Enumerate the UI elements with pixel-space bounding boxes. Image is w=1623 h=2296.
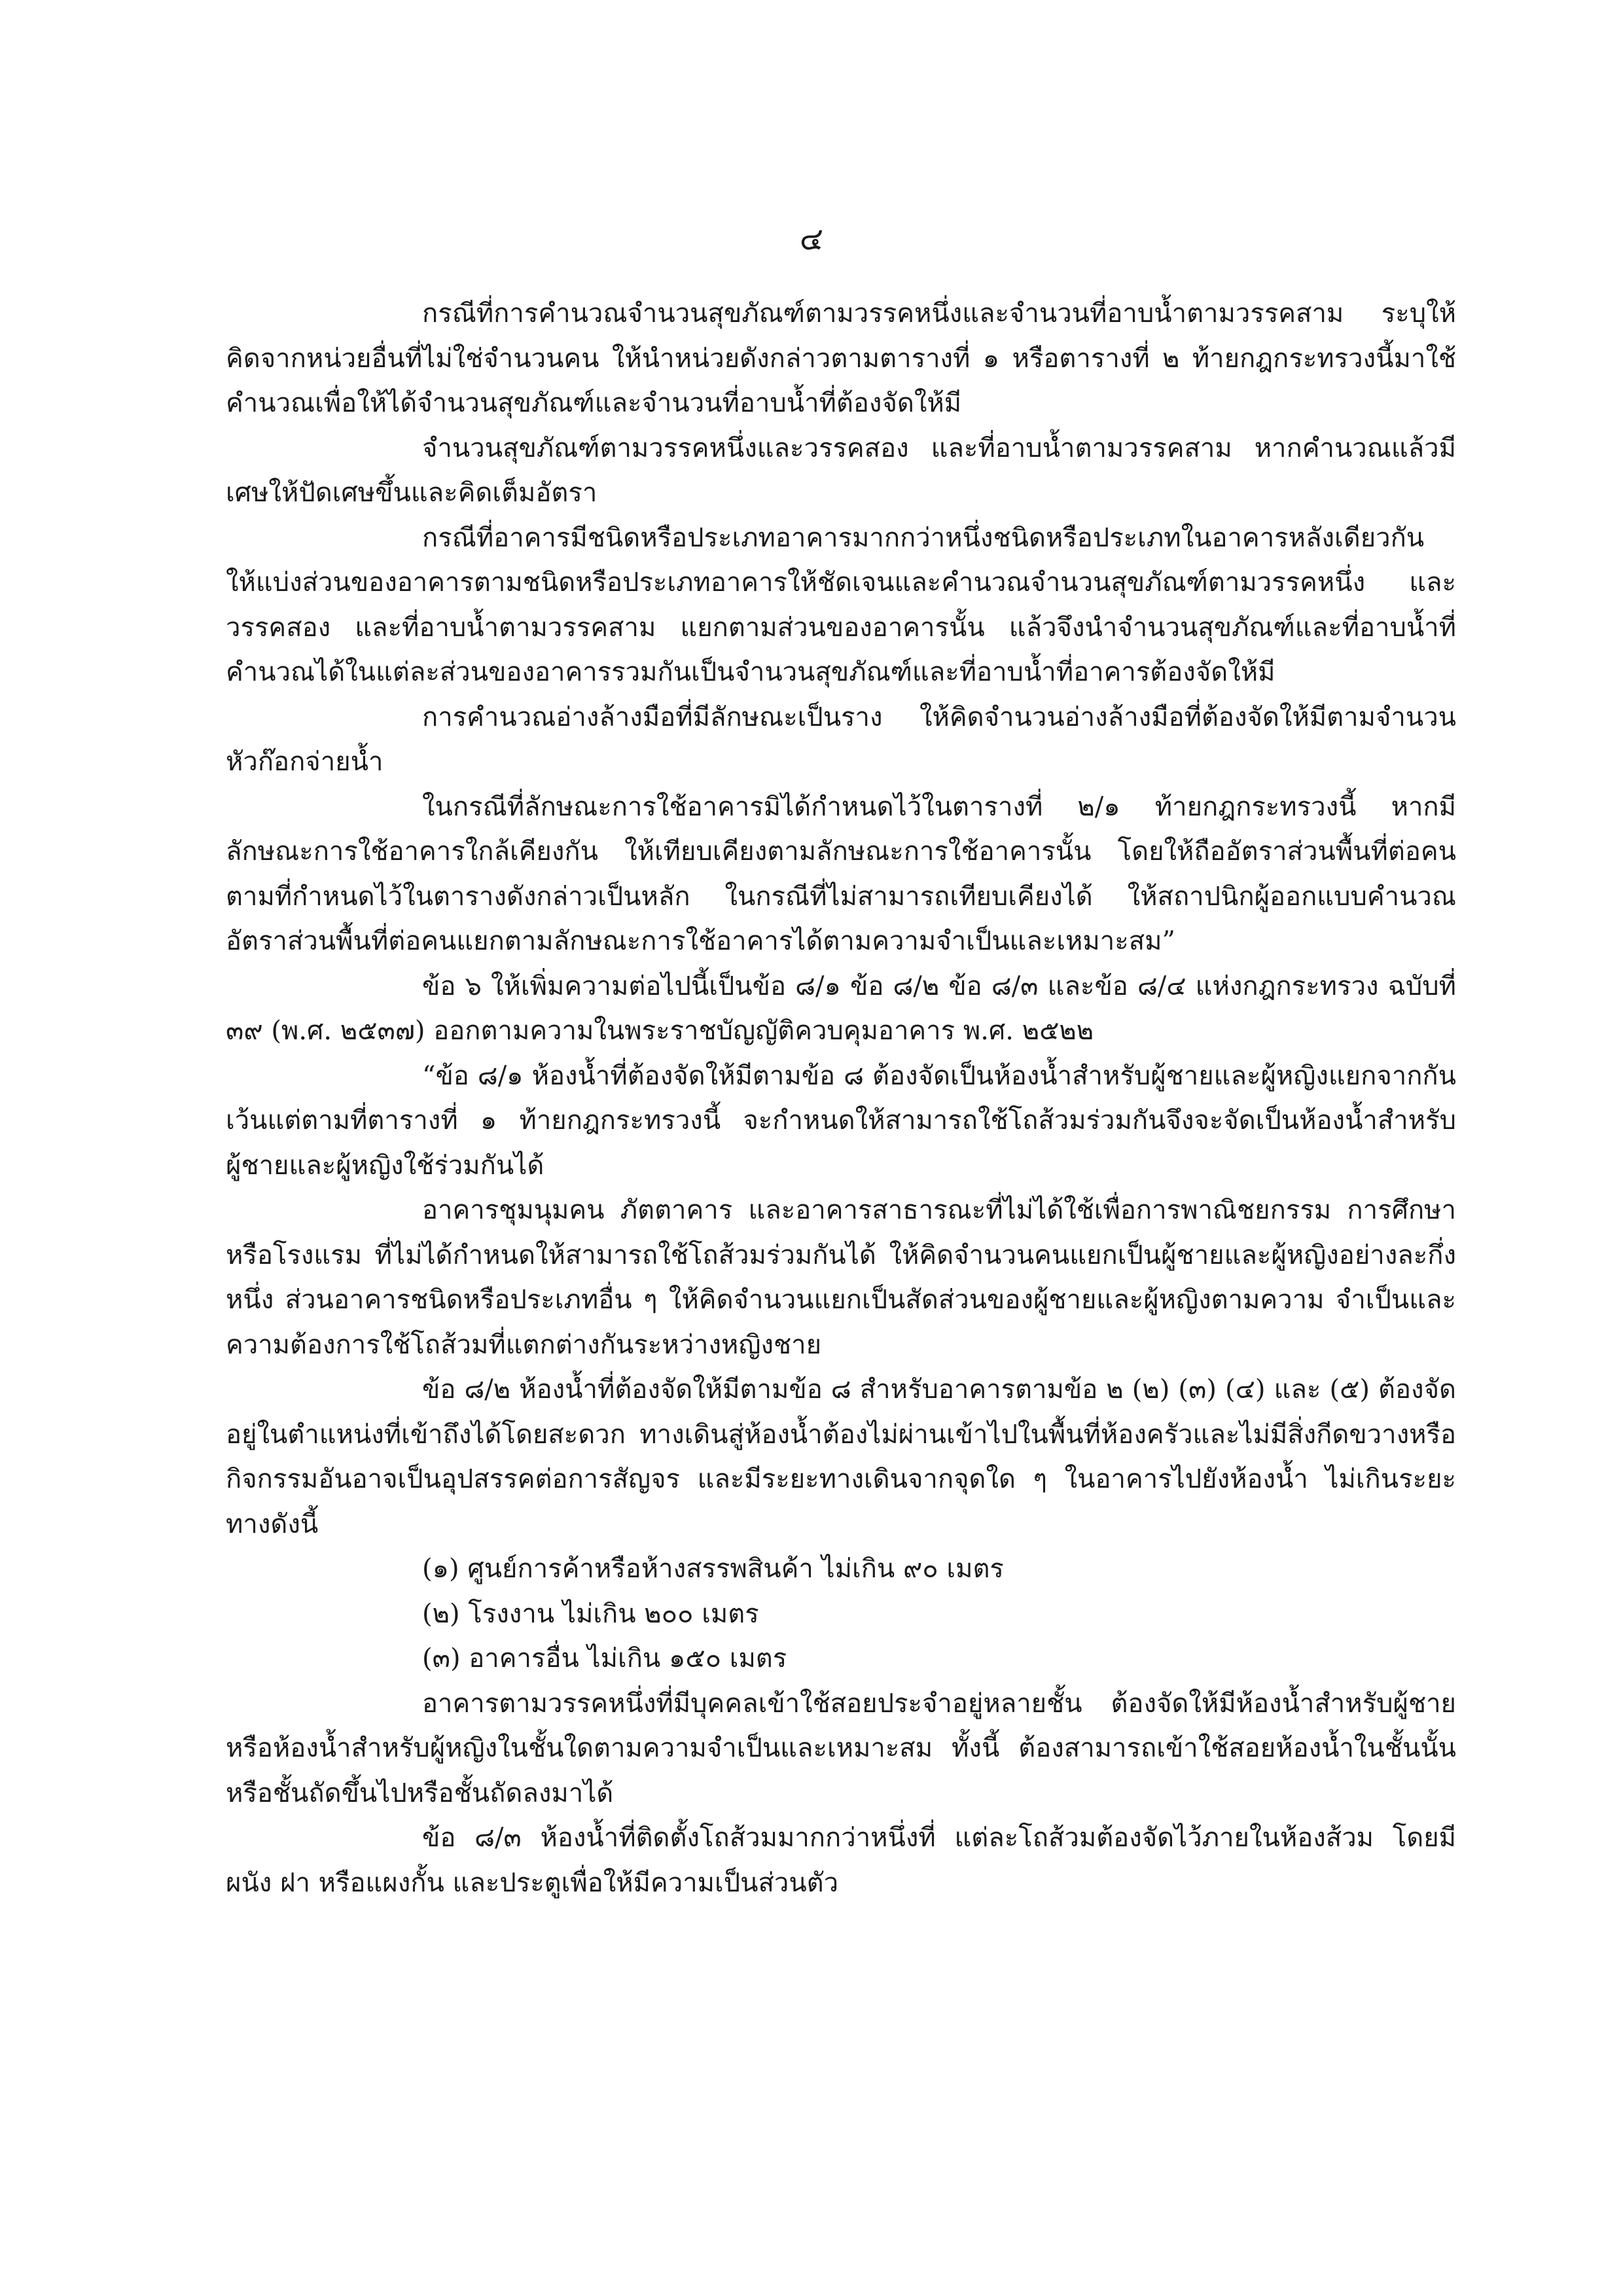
list-item: (๓) อาคารอื่น ไม่เกิน ๑๕๐ เมตร bbox=[422, 1643, 787, 1674]
paragraph: ข้อ ๘/๒ ห้องน้ำที่ต้องจัดให้มีตามข้อ ๘ สำหรับอาคารตามข้อ ๒ (๒) (๓) (๔) และ (๕) ต้องจัดอยู่ในตำแหน่งที่เข้าถึงได้โดยสะดวก ทางเดินสู่ห้องน้ำต้องไม่ผ่านเข้าไปในพื้นที่ห้องครัวและไม่มีสิ่งกีดขวางหรือกิจกรรมอันอาจเป็นอุปสรรคต่อการสัญจร และมีระยะทางเดินจากจุดใด ๆ ในอาคารไปยังห้องน้ำ ไม่เกินระยะทางดังนี้ bbox=[226, 1374, 1456, 1539]
document-body bbox=[226, 291, 1456, 1905]
page-number: ๔ bbox=[799, 221, 824, 257]
paragraph: ข้อ ๖ ให้เพิ่มความต่อไปนี้เป็นข้อ ๘/๑ ข้อ ๘/๒ ข้อ ๘/๓ และข้อ ๘/๔ แห่งกฎกระทรวง ฉบับที่ ๓๙ (พ.ศ. ๒๕๓๗) ออกตามความในพระราชบัญญัติควบคุมอาคาร พ.ศ. ๒๕๒๒ bbox=[226, 971, 1456, 1046]
paragraph: จำนวนสุขภัณฑ์ตามวรรคหนึ่งและวรรคสอง และที่อาบน้ำตามวรรคสาม หากคำนวณแล้วมีเศษให้ปัดเศษขึ้นและคิดเต็มอัตรา bbox=[226, 433, 1456, 508]
paragraph: “ข้อ ๘/๑ ห้องน้ำที่ต้องจัดให้มีตามข้อ ๘ ต้องจัดเป็นห้องน้ำสำหรับผู้ชายและผู้หญิงแยกจากกัน เว้นแต่ตามที่ตารางที่ ๑ ท้ายกฎกระทรวงนี้ จะกำหนดให้สามารถใช้โถส้วมร่วมกันจึงจะจัดเป็นห้องน้ำสำหรับผู้ชายและผู้หญิงใช้ร่วมกันได้ bbox=[226, 1060, 1456, 1181]
list-item: (๒) โรงงาน ไม่เกิน ๒๐๐ เมตร bbox=[422, 1598, 759, 1629]
paragraph: ในกรณีที่ลักษณะการใช้อาคารมิได้กำหนดไว้ในตารางที่ ๒/๑ ท้ายกฎกระทรวงนี้ หากมีลักษณะการใช้อาคารใกล้เคียงกัน ให้เทียบเคียงตามลักษณะการใช้อาคารนั้น โดยให้ถืออัตราส่วนพื้นที่ต่อคนตามที่กำหนดไว้ในตารางดังกล่าวเป็นหลัก ในกรณีที่ไม่สามารถเทียบเคียงได้ ให้สถาปนิกผู้ออกแบบคำนวณอัตราส่วนพื้นที่ต่อคนแยกตามลักษณะการใช้อาคารได้ตามความจำเป็นและเหมาะสม” bbox=[226, 791, 1456, 956]
list-item: (๑) ศูนย์การค้าหรือห้างสรรพสินค้า ไม่เกิน ๙๐ เมตร bbox=[422, 1554, 1004, 1584]
paragraph: กรณีที่อาคารมีชนิดหรือประเภทอาคารมากกว่าหนึ่งชนิดหรือประเภทในอาคารหลังเดียวกัน ให้แบ่งส่วนของอาคารตามชนิดหรือประเภทอาคารให้ชัดเจนและคำนวณจำนวนสุขภัณฑ์ตามวรรคหนึ่ง และวรรคสอง และที่อาบน้ำตามวรรคสาม แยกตามส่วนของอาคารนั้น แล้วจึงนำจำนวนสุขภัณฑ์และที่อาบน้ำที่คำนวณได้ในแต่ละส่วนของอาคารรวมกันเป็นจำนวนสุขภัณฑ์และที่อาบน้ำที่อาคารต้องจัดให้มี bbox=[226, 522, 1456, 687]
paragraph: อาคารตามวรรคหนึ่งที่มีบุคคลเข้าใช้สอยประจำอยู่หลายชั้น ต้องจัดให้มีห้องน้ำสำหรับผู้ชายหรือห้องน้ำสำหรับผู้หญิงในชั้นใดตามความจำเป็นและเหมาะสม ทั้งนี้ ต้องสามารถเข้าใช้สอยห้องน้ำในชั้นนั้นหรือชั้นถัดขึ้นไปหรือชั้นถัดลงมาได้ bbox=[226, 1688, 1456, 1808]
paragraph: อาคารชุมนุมคน ภัตตาคาร และอาคารสาธารณะที่ไม่ได้ใช้เพื่อการพาณิชยกรรม การศึกษา หรือโรงแรม ที่ไม่ได้กำหนดให้สามารถใช้โถส้วมร่วมกันได้ ให้คิดจำนวนคนแยกเป็นผู้ชายและผู้หญิงอย่างละกึ่งหนึ่ง ส่วนอาคารชนิดหรือประเภทอื่น ๆ ให้คิดจำนวนแยกเป็นสัดส่วนของผู้ชายและผู้หญิงตามความ จำเป็นและความต้องการใช้โถส้วมที่แตกต่างกันระหว่างหญิงชาย bbox=[226, 1195, 1456, 1360]
paragraph: การคำนวณอ่างล้างมือที่มีลักษณะเป็นราง ให้คิดจำนวนอ่างล้างมือที่ต้องจัดให้มีตามจำนวนหัวก๊อกจ่ายน้ำ bbox=[226, 702, 1456, 777]
paragraph: ข้อ ๘/๓ ห้องน้ำที่ติดตั้งโถส้วมมากกว่าหนึ่งที่ แต่ละโถส้วมต้องจัดไว้ภายในห้องส้วม โดยมีผนัง ฝา หรือแผงกั้น และประตูเพื่อให้มีความเป็นส่วนตัว bbox=[226, 1823, 1456, 1898]
paragraph: กรณีที่การคำนวณจำนวนสุขภัณฑ์ตามวรรคหนึ่งและจำนวนที่อาบน้ำตามวรรคสาม ระบุให้คิดจากหน่วยอื่นที่ไม่ใช่จำนวนคน ให้นำหน่วยดังกล่าวตามตารางที่ ๑ หรือตารางที่ ๒ ท้ายกฎกระทรวงนี้มาใช้คำนวณเพื่อให้ได้จำนวนสุขภัณฑ์และจำนวนที่อาบน้ำที่ต้องจัดให้มี bbox=[226, 298, 1456, 418]
